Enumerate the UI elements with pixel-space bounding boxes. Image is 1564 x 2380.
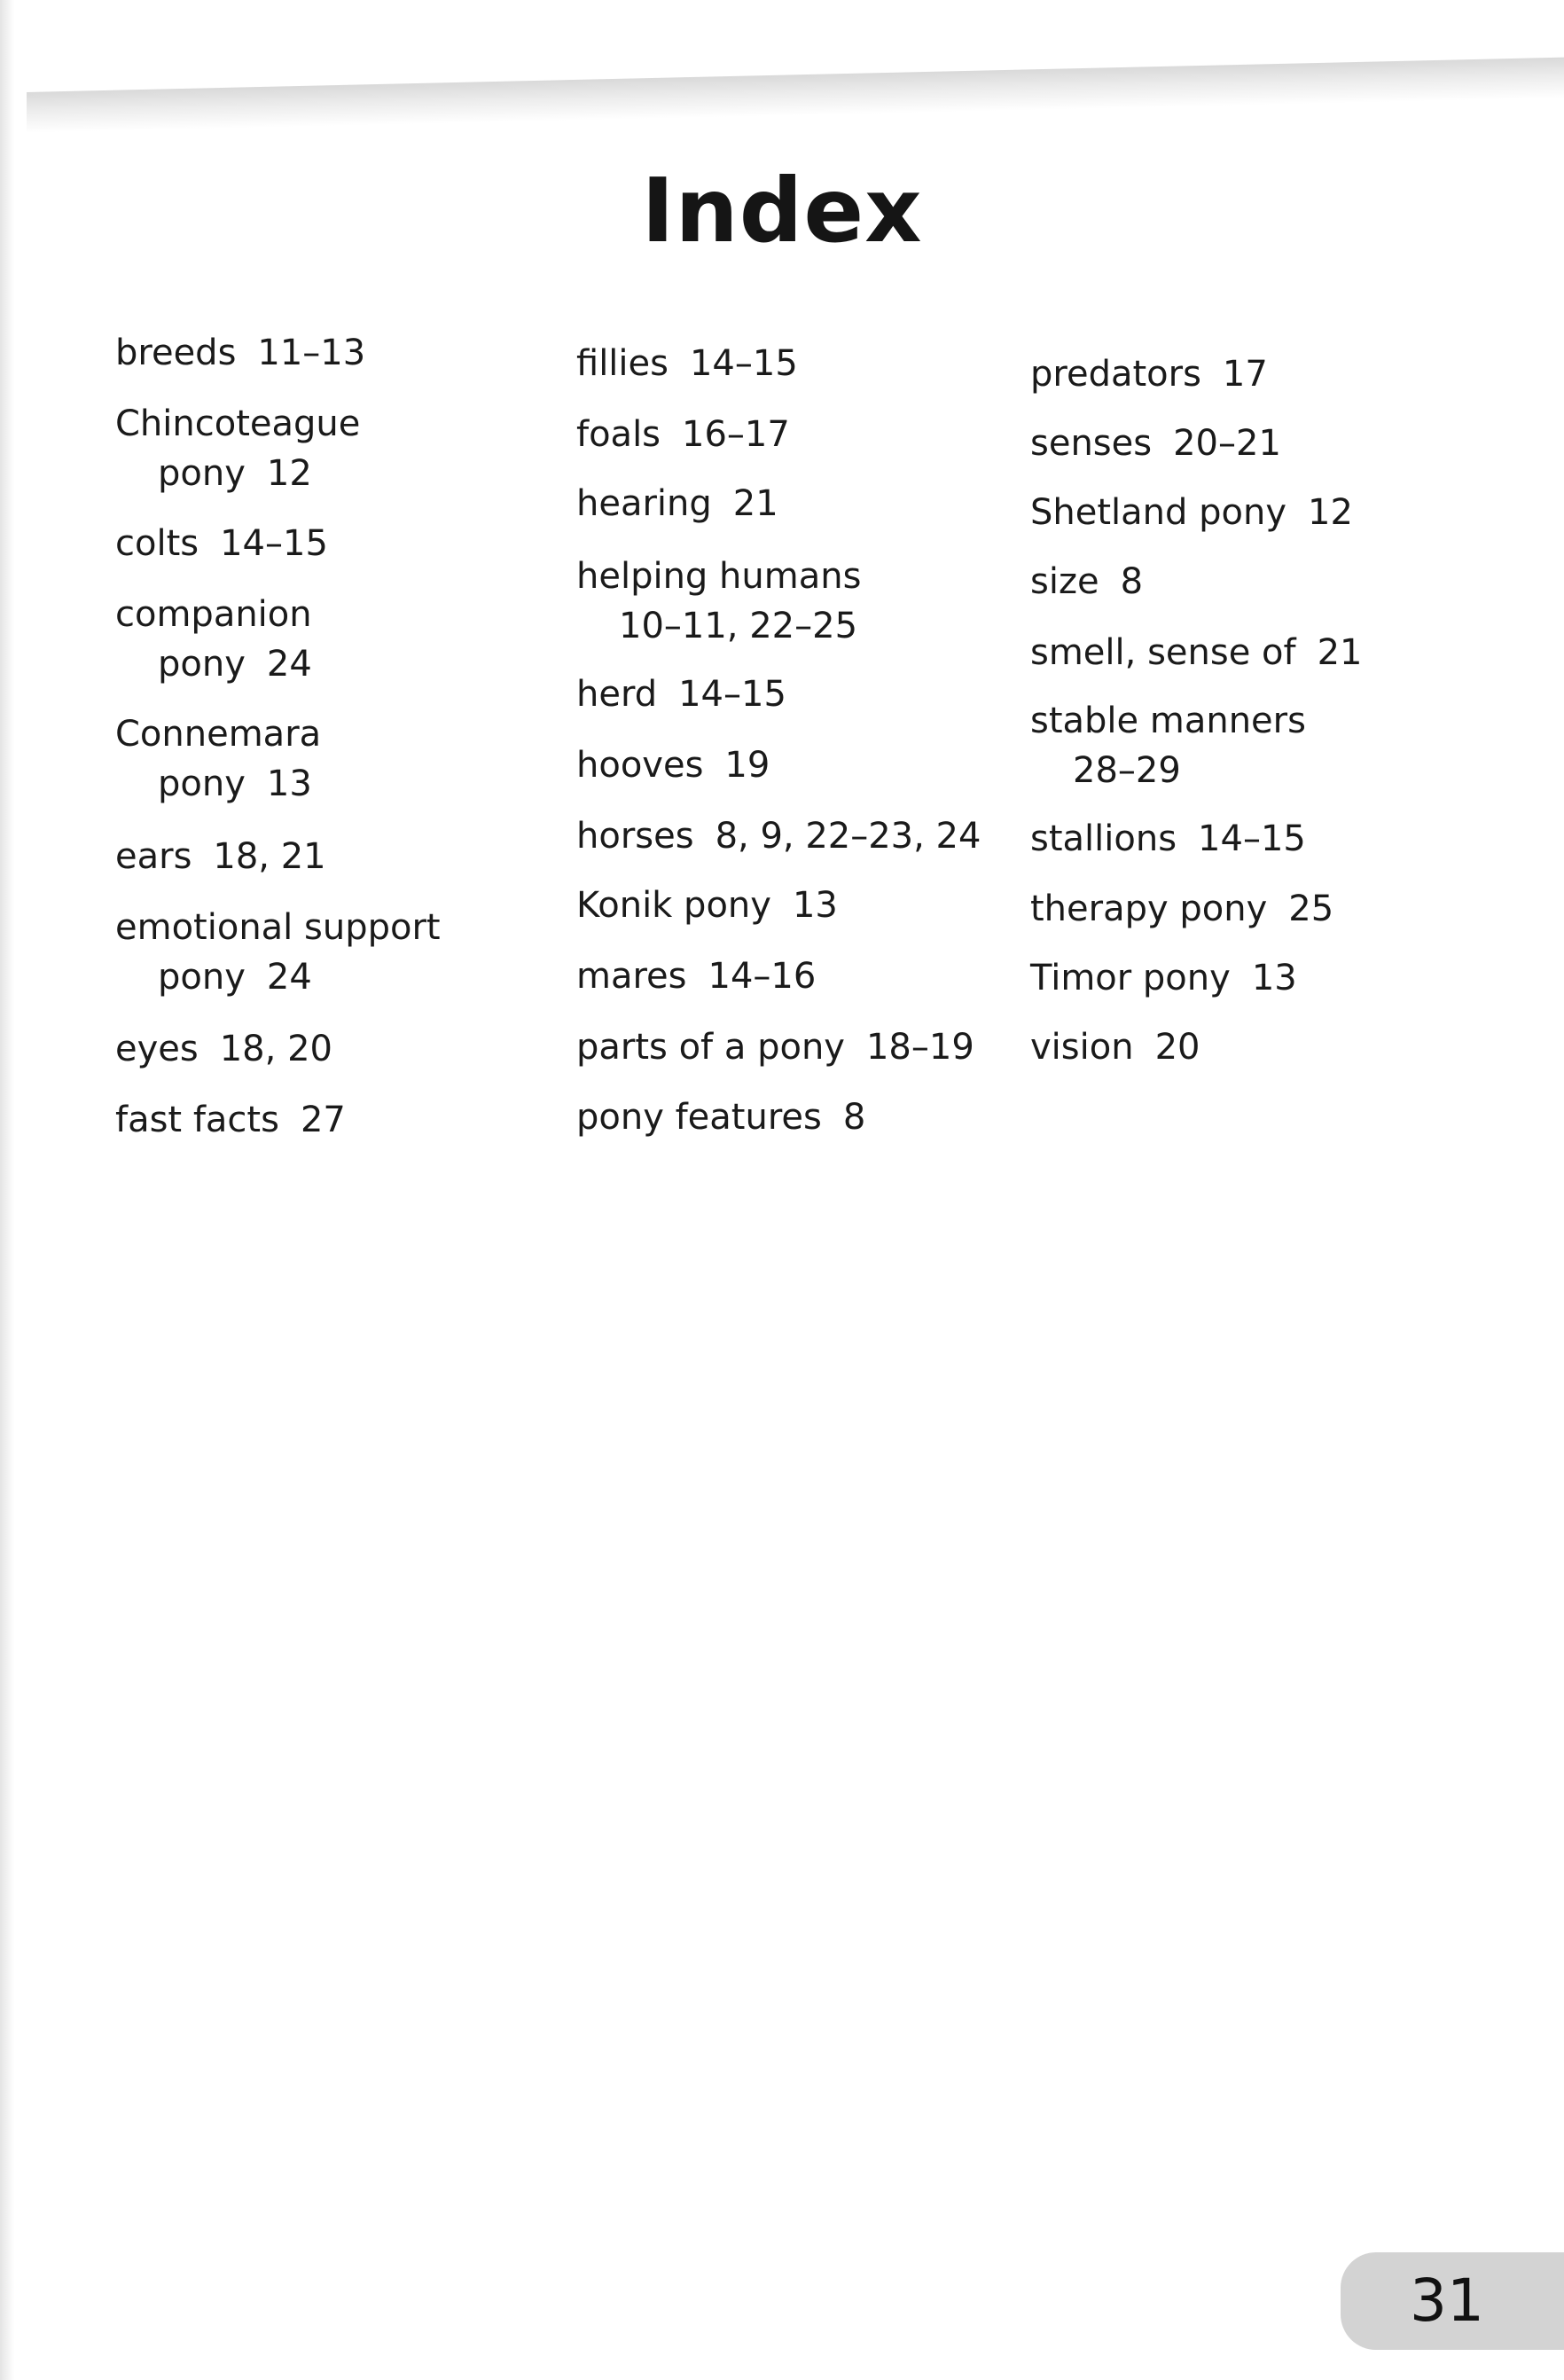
index-entry-parts-of-a-pony <box>576 1022 974 1072</box>
entry-term-continued: pony <box>158 763 246 804</box>
entry-pages: 8, 9, 22–23, 24 <box>715 816 981 857</box>
entry-term: hearing <box>576 483 712 524</box>
entry-continuation <box>576 601 861 651</box>
entry-continuation <box>1030 746 1306 795</box>
entry-term: stallions <box>1030 818 1177 859</box>
entry-pages: 12 <box>1308 492 1353 533</box>
entry-term-continued: pony <box>158 644 246 685</box>
index-entry-timor <box>1030 953 1297 1003</box>
entry-term: hooves <box>576 745 704 786</box>
entry-term-continued: pony <box>158 453 246 494</box>
entry-term: size <box>1030 561 1099 602</box>
entry-pages: 13 <box>1251 958 1297 998</box>
entry-pages: 12 <box>266 453 312 494</box>
entry-pages: 27 <box>300 1100 346 1140</box>
index-entry-foals <box>576 410 790 459</box>
entry-term: foals <box>576 414 661 455</box>
entry-term: fillies <box>576 343 669 384</box>
page-title: Index <box>641 159 923 262</box>
index-entry-horses <box>576 811 981 861</box>
index-entry-pony-features <box>576 1092 865 1142</box>
index-entry-predators <box>1030 349 1268 399</box>
entry-term: Shetland pony <box>1030 492 1287 533</box>
index-entry-fast-facts <box>115 1095 346 1145</box>
entry-term: parts of a pony <box>576 1027 845 1068</box>
index-entry-hooves <box>576 740 770 790</box>
entry-pages: 21 <box>732 483 778 524</box>
entry-pages: 14–15 <box>689 343 798 384</box>
index-entry-helping-humans <box>576 552 861 651</box>
entry-term: vision <box>1030 1027 1134 1068</box>
entry-term: horses <box>576 816 694 857</box>
entry-pages: 8 <box>1120 561 1144 602</box>
index-entry-hearing <box>576 479 778 528</box>
entry-term: ears <box>115 836 192 877</box>
entry-term: Konik pony <box>576 885 771 926</box>
entry-pages: 24 <box>266 957 312 998</box>
entry-continuation <box>115 952 441 1002</box>
index-entry-stallions <box>1030 814 1306 864</box>
entry-pages: 11–13 <box>257 333 366 373</box>
entry-pages: 16–17 <box>682 414 790 455</box>
entry-term: helping humans <box>576 556 862 597</box>
index-entry-fillies <box>576 339 798 388</box>
entry-term: fast facts <box>115 1100 279 1140</box>
entry-pages: 20–21 <box>1173 423 1281 464</box>
index-entry-herd <box>576 669 786 719</box>
page-number: 31 <box>1410 2266 1484 2335</box>
entry-term: therapy pony <box>1030 889 1268 929</box>
index-entry-mares <box>576 951 816 1001</box>
entry-term: stable manners <box>1030 701 1306 741</box>
entry-pages: 14–15 <box>1198 818 1306 859</box>
index-entry-vision <box>1030 1022 1200 1072</box>
entry-pages: 18, 21 <box>213 836 326 877</box>
entry-pages: 20 <box>1154 1027 1200 1068</box>
entry-term: Connemara <box>115 714 322 755</box>
entry-pages: 19 <box>724 745 770 786</box>
index-entry-chincoteague <box>115 399 360 498</box>
entry-term: Chincoteague <box>115 403 361 444</box>
entry-pages: 24 <box>266 644 312 685</box>
entry-term: mares <box>576 956 687 997</box>
entry-term: smell, sense of <box>1030 632 1296 673</box>
scan-shadow <box>27 58 1564 133</box>
entry-continuation <box>115 639 312 689</box>
entry-pages: 13 <box>266 763 312 804</box>
page-edge <box>0 0 14 2380</box>
index-entry-stable-manners <box>1030 696 1306 795</box>
entry-pages: 8 <box>842 1097 866 1138</box>
entry-continuation <box>115 449 360 498</box>
entry-term: companion <box>115 594 312 635</box>
entry-term: herd <box>576 674 658 715</box>
entry-term: colts <box>115 523 199 564</box>
index-entry-size <box>1030 557 1143 607</box>
index-entry-eyes <box>115 1024 332 1074</box>
entry-pages: 25 <box>1288 889 1334 929</box>
entry-term: senses <box>1030 423 1153 464</box>
entry-term: eyes <box>115 1029 199 1069</box>
entry-pages: 18, 20 <box>219 1029 332 1069</box>
entry-term-continued: pony <box>158 957 246 998</box>
index-entry-smell <box>1030 628 1363 677</box>
index-entry-breeds <box>115 328 365 378</box>
entry-pages: 17 <box>1222 354 1268 395</box>
entry-term: pony features <box>576 1097 822 1138</box>
entry-pages: 14–15 <box>678 674 786 715</box>
entry-pages: 10–11, 22–25 <box>619 606 858 646</box>
entry-term: breeds <box>115 333 237 373</box>
entry-pages: 14–15 <box>220 523 328 564</box>
entry-term: predators <box>1030 354 1201 395</box>
index-entry-senses <box>1030 419 1281 468</box>
index-entry-therapy <box>1030 884 1333 934</box>
entry-term: emotional support <box>115 907 441 948</box>
index-entry-companion <box>115 590 312 689</box>
entry-term: Timor pony <box>1030 958 1231 998</box>
entry-pages: 14–16 <box>708 956 817 997</box>
index-entry-colts <box>115 519 328 568</box>
index-entry-shetland <box>1030 488 1353 537</box>
index-entry-connemara <box>115 709 321 809</box>
index-entry-emotional-support <box>115 903 441 1002</box>
entry-continuation <box>115 759 321 809</box>
entry-pages: 28–29 <box>1073 750 1181 791</box>
entry-pages: 21 <box>1317 632 1363 673</box>
index-entry-ears <box>115 832 326 881</box>
entry-pages: 13 <box>792 885 838 926</box>
entry-pages: 18–19 <box>865 1027 974 1068</box>
index-entry-konik <box>576 881 838 930</box>
